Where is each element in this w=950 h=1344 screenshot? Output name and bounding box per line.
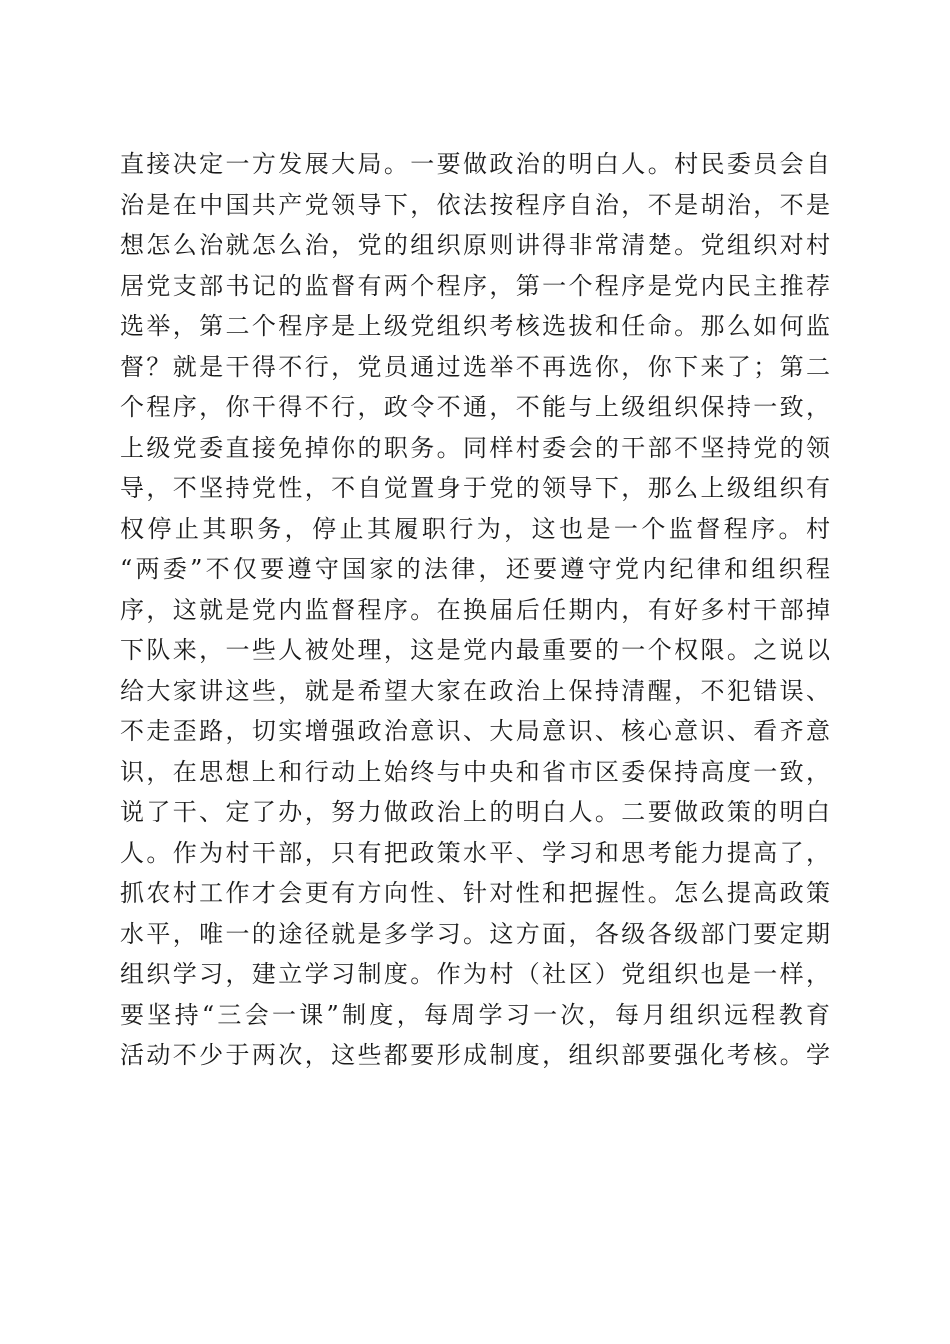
body-paragraph <box>120 144 830 1076</box>
text-line: 上级党委直接免掉你的职务。同样村委会的干部不坚持党的领 <box>120 433 830 462</box>
text-line: 不走歪路，切实增强政治意识、大局意识、核心意识、看齐意 <box>120 717 830 745</box>
text-line: 抓农村工作才会更有方向性、针对性和把握性。怎么提高政策 <box>120 879 830 907</box>
text-line: 给大家讲这些，就是希望大家在政治上保持清醒，不犯错误、 <box>120 676 830 705</box>
text-line: 序，这就是党内监督程序。在换届后任期内，有好多村干部掉 <box>120 595 830 624</box>
text-line: 治是在中国共产党领导下，依法按程序自治，不是胡治，不是 <box>120 190 830 219</box>
text-line: 选举，第二个程序是上级党组织考核选拔和任命。那么如何监 <box>120 312 830 340</box>
text-line: “两委”不仅要遵守国家的法律，还要遵守党内纪律和组织程 <box>120 555 830 583</box>
text-line: 督？就是干得不行，党员通过选举不再选你，你下来了；第二 <box>120 352 830 381</box>
text-line: 要坚持“三会一课”制度，每周学习一次，每月组织远程教育 <box>120 1000 830 1029</box>
text-line: 下队来，一些人被处理，这是党内最重要的一个权限。之说以 <box>120 636 830 664</box>
text-line: 说了干、定了办，努力做政治上的明白人。二要做政策的明白 <box>120 798 830 826</box>
text-line: 活动不少于两次，这些都要形成制度，组织部要强化考核。学 <box>120 1041 830 1069</box>
text-line: 水平，唯一的途径就是多学习。这方面，各级各级部门要定期 <box>120 919 830 948</box>
text-line: 导，不坚持党性，不自觉置身于党的领导下，那么上级组织有 <box>120 474 830 502</box>
text-line: 个程序，你干得不行，政令不通，不能与上级组织保持一致， <box>120 393 830 421</box>
text-line: 识，在思想上和行动上始终与中央和省市区委保持高度一致， <box>120 757 830 786</box>
text-line: 权停止其职务，停止其履职行为，这也是一个监督程序。村 <box>120 514 830 543</box>
text-line: 想怎么治就怎么治，党的组织原则讲得非常清楚。党组织对村 <box>120 231 830 259</box>
text-line: 组织学习，建立学习制度。作为村（社区）党组织也是一样， <box>120 960 830 988</box>
text-line: 人。作为村干部，只有把政策水平、学习和思考能力提高了， <box>120 838 830 867</box>
text-line: 直接决定一方发展大局。一要做政治的明白人。村民委员会自 <box>120 150 830 178</box>
text-line: 居党支部书记的监督有两个程序，第一个程序是党内民主推荐 <box>120 271 830 300</box>
